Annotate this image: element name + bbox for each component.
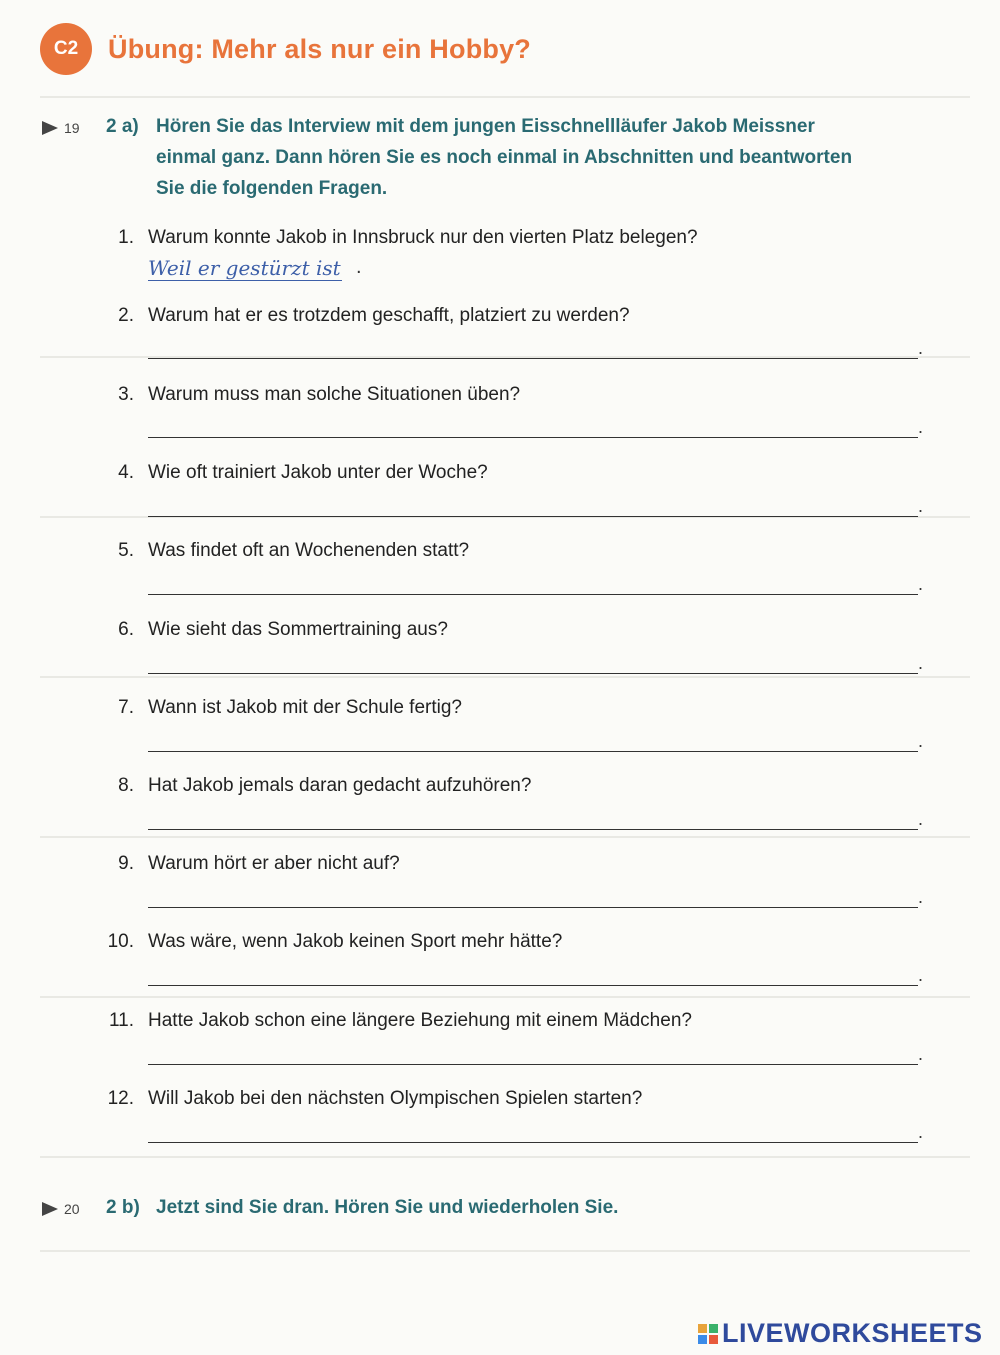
answer-line-9[interactable] — [148, 907, 918, 908]
question-number: 12. — [107, 1088, 134, 1109]
question-text: Warum konnte Jakob in Innsbruck nur den vierten Platz belegen? — [148, 227, 698, 248]
answer-line-5[interactable] — [148, 594, 918, 595]
logo-icon — [698, 1324, 718, 1344]
question-number: 11. — [108, 1010, 134, 1031]
answer-period: . — [918, 574, 924, 594]
question-text: Warum hört er aber nicht auf? — [148, 853, 400, 874]
question-text: Warum hat er es trotzdem geschafft, platziert zu werden? — [148, 305, 630, 326]
question-number: 2. — [118, 305, 134, 326]
question-10 — [107, 931, 563, 953]
answer-period: . — [918, 965, 924, 985]
answer-period: . — [918, 1044, 924, 1064]
answer-period: . — [918, 809, 924, 829]
question-number: 7. — [118, 697, 134, 718]
question-4 — [118, 462, 488, 484]
instruction-line: einmal ganz. Dann hören Sie es noch einmal in Abschnitten und beantworten — [156, 147, 853, 168]
question-text: Hatte Jakob schon eine längere Beziehung mit einem Mädchen? — [148, 1010, 692, 1031]
question-number: 5. — [118, 540, 134, 561]
question-7 — [118, 697, 462, 719]
question-text: Wann ist Jakob mit der Schule fertig? — [148, 697, 462, 718]
answer-line-6[interactable] — [148, 673, 918, 674]
question-6 — [118, 619, 448, 641]
header — [40, 23, 531, 75]
question-text: Hat Jakob jemals daran gedacht aufzuhören? — [148, 775, 532, 796]
question-number: 6. — [118, 619, 134, 640]
question-3 — [118, 384, 521, 406]
question-text: Was wäre, wenn Jakob keinen Sport mehr hätte? — [148, 931, 563, 952]
question-number: 8. — [118, 775, 134, 796]
answer-period: . — [918, 496, 924, 516]
question-9 — [118, 853, 400, 875]
answer-line-3[interactable] — [148, 437, 918, 438]
section-badge: C2 — [40, 23, 92, 75]
audio-track-20[interactable] — [42, 1201, 80, 1217]
play-icon[interactable] — [42, 1202, 58, 1216]
answer-line-10[interactable] — [148, 985, 918, 986]
task-instructions-2a — [156, 111, 936, 204]
liveworksheets-logo — [698, 1318, 983, 1349]
question-1 — [118, 227, 698, 249]
task-instructions-2b: Jetzt sind Sie dran. Hören Sie und wiederholen Sie. — [156, 1197, 619, 1218]
answer-period: . — [918, 338, 924, 358]
question-5 — [118, 540, 470, 562]
question-number: 3. — [118, 384, 134, 405]
audio-track-19[interactable] — [42, 120, 80, 136]
question-text: Wie oft trainiert Jakob unter der Woche? — [148, 462, 488, 483]
question-11 — [108, 1010, 692, 1032]
answer-line-11[interactable] — [148, 1064, 918, 1065]
question-text: Warum muss man solche Situationen üben? — [148, 384, 521, 405]
question-number: 4. — [118, 462, 134, 483]
track-number: 20 — [64, 1201, 80, 1217]
answer-period: . — [918, 887, 924, 907]
question-text: Was findet oft an Wochenenden statt? — [148, 540, 470, 561]
answer-period: . — [918, 653, 924, 673]
answer-line-2[interactable] — [148, 358, 918, 359]
answer-line-4[interactable] — [148, 516, 918, 517]
task-label-2a: 2 a) — [106, 116, 139, 137]
answer-line-7[interactable] — [148, 751, 918, 752]
logo-text: LIVEWORKSHEETS — [722, 1318, 983, 1348]
page-title: Übung: Mehr als nur ein Hobby? — [108, 33, 531, 64]
question-number: 9. — [118, 853, 134, 874]
task-label-2b: 2 b) — [106, 1197, 140, 1218]
play-icon[interactable] — [42, 121, 58, 135]
question-text: Will Jakob bei den nächsten Olympischen Spielen starten? — [148, 1088, 643, 1109]
answer-period: . — [918, 731, 924, 751]
question-12 — [107, 1088, 643, 1110]
answer-period: . — [356, 256, 362, 278]
question-text: Wie sieht das Sommertraining aus? — [148, 619, 448, 640]
question-8 — [118, 775, 532, 797]
answer-period: . — [918, 417, 924, 437]
instruction-line: Hören Sie das Interview mit dem jungen Eisschnellläufer Jakob Meissner — [156, 116, 815, 137]
answer-period: . — [918, 1122, 924, 1142]
question-2 — [118, 305, 630, 327]
answer-field-1[interactable]: Weil er gestürzt ist — [148, 256, 341, 280]
question-number: 1. — [118, 227, 134, 248]
question-number: 10. — [107, 931, 134, 952]
instruction-line: Sie die folgenden Fragen. — [156, 178, 388, 199]
answer-line-12[interactable] — [148, 1142, 918, 1143]
answer-line-8[interactable] — [148, 829, 918, 830]
track-number: 19 — [64, 120, 80, 136]
